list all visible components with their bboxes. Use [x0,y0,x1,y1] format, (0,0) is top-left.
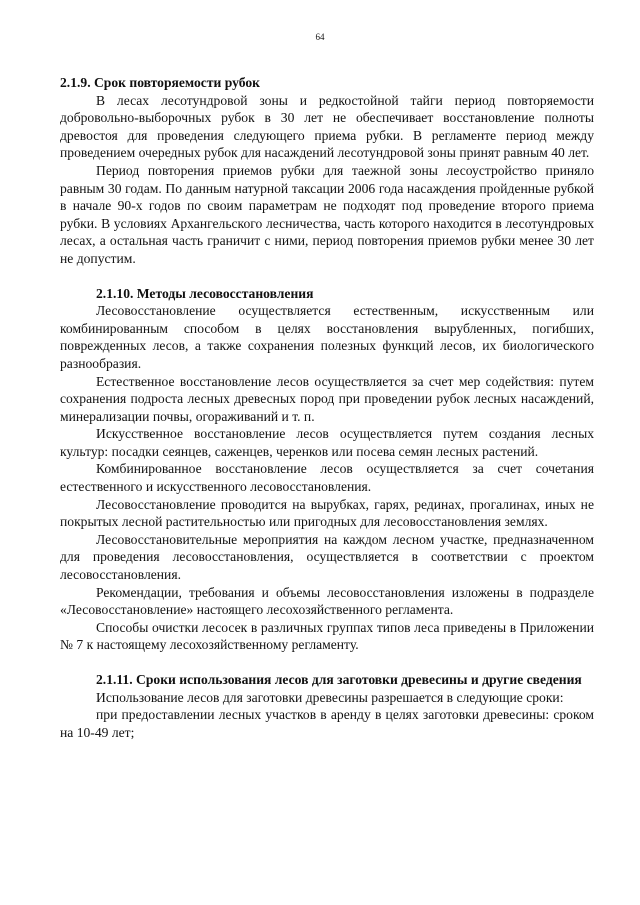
paragraph: Использование лесов для заготовки древесины разрешается в следующие сроки: [96,689,564,705]
paragraph: Лесовосстановительные мероприятия на каждом лесном участке, предназначенном для проведения лесовосстановления, осуществляется в соответствии с проектом лесовосстановления. [60,531,594,583]
paragraph: Комбинированное восстановление лесов осуществляется за счет сочетания естественного и искусственного лесовосстановления. [60,461,594,495]
paragraph: Способы очистки лесосек в различных группах типов леса приведены в Приложении № 7 к настоящему лесохозяйственному регламенту. [60,619,594,653]
paragraph: Искусственное восстановление лесов осуществляется путем создания лесных культур: посадки сеянцев, саженцев, черенков или посева семян лесных растений. [60,426,594,459]
paragraph: Период повторения приемов рубки для таежной зоны лесоустройство приняло равным 30 годам. По данным натурной таксации 2006 года насаждения пройденные рубкой в начале 90-х годов по своим параметрам не подходят под проведение второго приема рубки. В условиях Архангельского лесничества, часть которого находится в лесотундровых лесах, а остальная часть граничит с ними, период повторения приемов рубки менее 30 лет не допустим. [60,162,594,266]
section-heading: 2.1.9. Срок повторяемости рубок [60,75,260,90]
section-heading: 2.1.10. Методы лесовосстановления [96,285,314,301]
document-body [60,74,594,741]
paragraph: Естественное восстановление лесов осуществляется за счет мер содействия: путем сохранения подроста лесных древесных пород при проведении рубок лесных насаждений, минерализации почвы, огораживаний и т. п. [60,373,594,424]
page-number: 64 [315,32,325,42]
section-2-1-9 [60,74,594,268]
paragraph: Рекомендации, требования и объемы лесовосстановления изложены в подразделе «Лесовосстановление» настоящего лесохозяйственного регламента. [60,584,594,618]
paragraph: при предоставлении лесных участков в аренду в целях заготовки древесины: сроком на 10-49 лет; [60,707,594,740]
section-2-1-10 [60,285,594,654]
paragraph: В лесах лесотундровой зоны и редкостойной тайги период повторяемости добровольно-выборочных рубок в 30 лет не обеспечивает восстановление полноты древостоя для проведения следующего приема рубки. В регламенте период между проведением очередных рубок для насаждений лесотундровой зоны принят равным 40 лет. [60,92,594,161]
paragraph: Лесовосстановление проводится на вырубках, гарях, рединах, прогалинах, иных не покрытых лесной растительностью или пригодных для лесовосстановления землях. [60,496,594,530]
paragraph: Лесовосстановление осуществляется естественным, искусственным или комбинированным способом в целях восстановления вырубленных, погибших, поврежденных лесов, а также сохранения полезных функций лесов, их биологического разнообразия. [60,303,594,371]
section-2-1-11 [60,671,594,741]
section-heading: 2.1.11. Сроки использования лесов для заготовки древесины и другие сведения [96,672,582,687]
